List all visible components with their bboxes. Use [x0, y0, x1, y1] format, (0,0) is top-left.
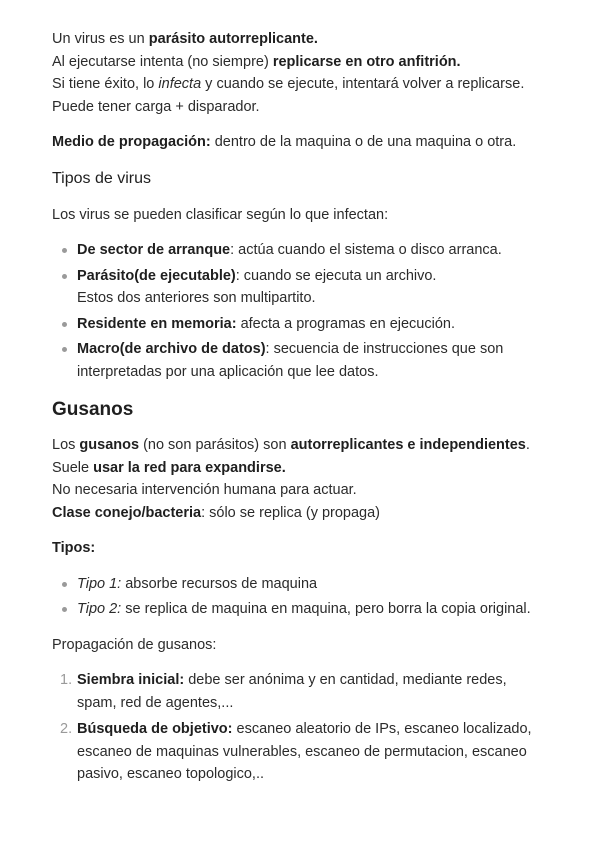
intro-text: Al ejecutarse intenta (no siempre)	[52, 53, 273, 70]
item-italic: Tipo 2:	[77, 601, 122, 617]
list-item	[52, 313, 548, 336]
heading-gusanos: Gusanos	[52, 399, 134, 420]
bullet-icon	[62, 582, 67, 587]
item-text: se replica de maquina en maquina, pero borra la copia original.	[121, 601, 531, 617]
intro-italic-term: infecta	[158, 76, 202, 92]
item-bold: Residente en memoria:	[77, 315, 237, 332]
tipos-bold: Tipos:	[52, 540, 96, 556]
item-text: : secuencia de instrucciones que son interpretadas por una aplicación que lee datos.	[77, 341, 504, 380]
medio-text: dentro de la maquina o de una maquina o otra.	[210, 134, 517, 150]
gusanos-text: .	[525, 437, 530, 453]
item-text: afecta a programas en ejecución.	[236, 315, 455, 332]
item-note: Estos dos anteriores son multipartito.	[77, 290, 316, 306]
gusanos-bold: gusanos	[79, 437, 140, 453]
intro-bold-term: replicarse en otro anfitrión.	[272, 53, 461, 70]
item-text: escaneo aleatorio de IPs, escaneo localizado, escaneo de maquinas vulnerables, escaneo de permutacion, escaneo pasivo, escaneo topologico,..	[77, 721, 532, 782]
item-text: : cuando se ejecuta un archivo.	[235, 267, 437, 284]
intro-text: Un virus es un	[52, 31, 149, 47]
gusanos-bold: Clase conejo/bacteria	[52, 504, 202, 521]
item-number: 2.	[60, 721, 73, 737]
list-item	[52, 573, 548, 596]
medio-propagacion	[52, 131, 548, 154]
list-item	[52, 265, 548, 310]
bullet-icon	[62, 322, 67, 327]
list-item	[52, 598, 548, 621]
medio-label: Medio de propagación:	[52, 134, 211, 150]
item-italic: Tipo 1:	[77, 575, 122, 592]
list-item	[52, 669, 548, 714]
gusanos-types-list	[52, 573, 548, 621]
tipos-label	[52, 537, 548, 560]
intro-paragraph	[52, 28, 548, 118]
item-bold: Siembra inicial:	[77, 672, 185, 688]
intro-line-1	[52, 28, 548, 51]
gusanos-text: Los	[52, 437, 80, 453]
heading-tipos-de-virus: Tipos de virus	[52, 169, 151, 187]
tipos-virus-intro: Los virus se pueden clasificar según lo que infectan:	[52, 206, 389, 223]
propagacion-list	[52, 669, 548, 786]
item-bold: Búsqueda de objetivo:	[77, 721, 233, 737]
item-bold: De sector de arranque	[77, 242, 231, 258]
item-text: debe ser anónima y en cantidad, mediante redes, spam, red de agentes,...	[77, 672, 507, 711]
gusanos-text: Suele	[52, 459, 94, 476]
bullet-icon	[62, 347, 67, 352]
item-text: : actúa cuando el sistema o disco arranca.	[230, 242, 502, 258]
item-bold: Macro(de archivo de datos)	[77, 341, 266, 357]
gusanos-line-red	[52, 457, 548, 480]
gusanos-line-clase	[52, 502, 548, 525]
gusanos-bold: usar la red para expandirse.	[93, 459, 286, 476]
intro-line-2	[52, 51, 548, 74]
list-item	[52, 718, 548, 786]
propagacion-label: Propagación de gusanos:	[52, 636, 217, 653]
item-bold: Parásito(de ejecutable)	[77, 267, 236, 284]
item-number: 1.	[60, 672, 73, 688]
item-text: absorbe recursos de maquina	[121, 575, 318, 592]
bullet-icon	[62, 274, 67, 279]
intro-line-4: Puede tener carga + disparador.	[52, 98, 260, 115]
list-item	[52, 239, 548, 262]
gusanos-description	[52, 434, 548, 524]
intro-line-3	[52, 73, 548, 96]
bullet-icon	[62, 248, 67, 253]
bullet-icon	[62, 607, 67, 612]
intro-text: y cuando se ejecute, intentará volver a replicarse.	[201, 76, 525, 92]
gusanos-bold: autorreplicantes e independientes	[290, 437, 526, 453]
list-item	[52, 338, 548, 383]
virus-types-list	[52, 239, 548, 383]
intro-bold-term: parásito autorreplicante.	[148, 31, 318, 47]
gusanos-line-intervencion: No necesaria intervención humana para actuar.	[52, 482, 357, 498]
intro-text: Si tiene éxito, lo	[52, 76, 159, 92]
gusanos-text: : sólo se replica (y propaga)	[201, 504, 381, 521]
gusanos-text: (no son parásitos) son	[139, 437, 291, 453]
